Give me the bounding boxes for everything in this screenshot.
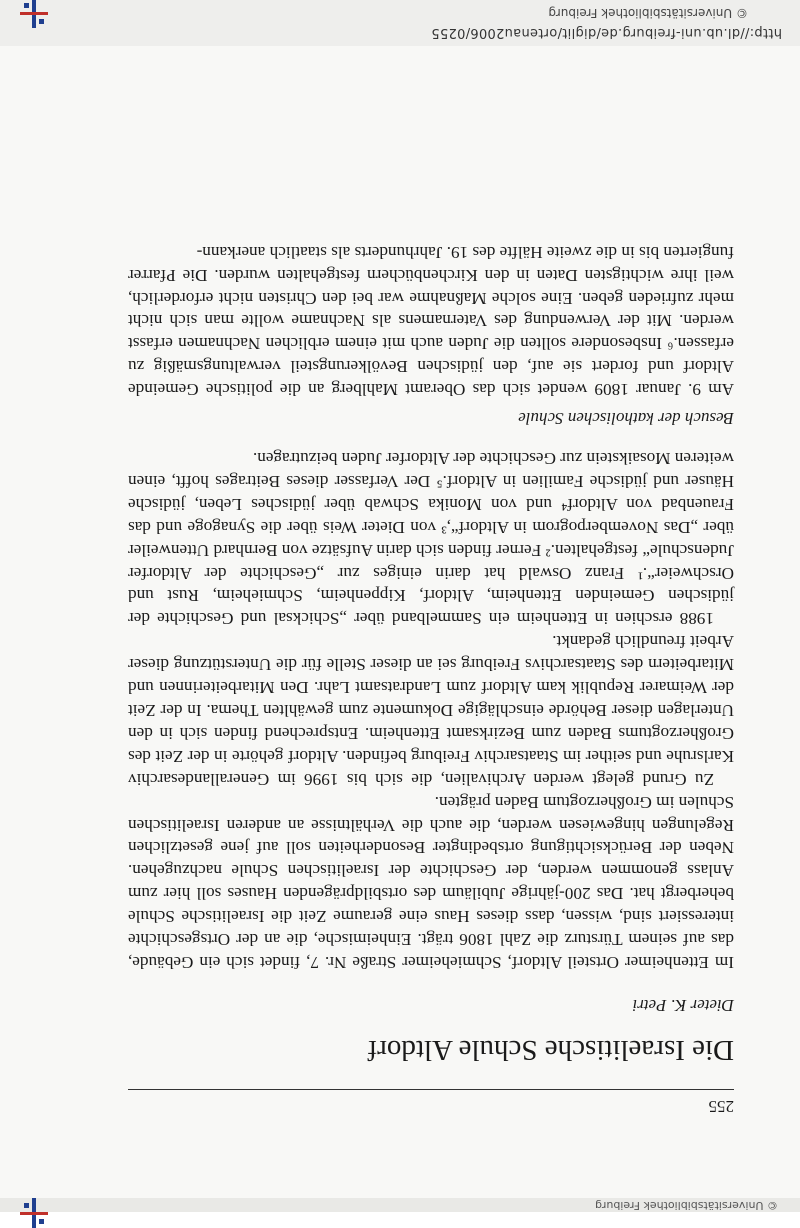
library-logo-icon (20, 0, 48, 28)
top-credit-text: © Universitätsbibliothek Freiburg (595, 1199, 778, 1212)
author-name: Dieter K. Petri (632, 996, 734, 1015)
top-credit-strip (0, 1198, 800, 1212)
section-subheading: Besuch der katholischen Schule (518, 409, 734, 429)
paragraph-school: Am 9. Januar 1809 wendet sich das Oberamt Mahlberg an die politische Gemeinde Altdorf und fordert sie auf, den jüdischen Bevölkerungsteil verwaltungsmäßig zu erfassen.⁶ Insbesondere sollten die Juden auch mit einem erblichen Nachnamen erfasst werden. Mit der Verwendung des Vaternamens als Nachname wollte man sich nicht mehr zufrieden geben. Eine solche Maßnahme war bei den Christen nicht erforderlich, weil ihre wichtigsten Daten in den Kirchenbüchern festgehalten wurden. Die Pfarrer fungierten bis in die zweite Hälfte des 19. Jahrhunderts als staatlich anerkann- (128, 242, 734, 400)
page-number: 255 (708, 1097, 734, 1116)
library-logo-icon (20, 1198, 48, 1228)
header-rule (128, 1089, 734, 1090)
paragraph-sources: Zu Grund gelegt werden Archivalien, die sich bis 1996 im Generallandesarchiv Karlsruhe und seither im Staatsarchiv Freiburg befinden. Altdorf gehörte in der Zeit des Großherzogtums Baden zum Bezirksamt Ettenheim. Entsprechend finden sich in den Unterlagen dieser Behörde einschlägige Dokumente zum gewählten Thema. In der Zeit der Weimarer Republik kam Altdorf zum Landratsamt Lahr. Den Mitarbeiterinnen und Mitarbeitern des Staatsarchivs Freiburg sei an dieser Stelle für die Unterstützung dieser Arbeit freundlich gedankt. (128, 632, 734, 789)
paragraph-intro: Im Ettenheimer Ortsteil Altdorf, Schmieheimer Straße Nr. 7, findet sich ein Gebäude, das auf seinem Türsturz die Zahl 1806 trägt. Einheimische, die an der Ortsgeschichte interessiert sind, wissen, dass dieses Haus eine geraume Zeit die Israelitische Schule beherbergt hat. Das 200-jährige Jubiläum des ortsbildprägenden Hauses soll hier zum Anlass genommen werden, der Geschichte der Israelitischen Schule nachzugehen. Neben der Berücksichtigung ortsbedingter Besonderheiten soll auf jene gesetzlichen Regelungen hingewiesen werden, die auch die Verhältnisse an anderen Israelitischen Schulen im Großherzogtum Baden prägten. (128, 792, 734, 972)
article-title: Die Israelitische Schule Altdorf (367, 1034, 734, 1066)
repository-footer (0, 0, 800, 46)
paragraph-literature: 1988 erschien in Ettenheim ein Sammelband über „Schicksal und Geschichte der jüdischen Gemeinden Ettenheim, Altdorf, Kippenheim, Schmieheim, Rust und Orschweier“.¹ Franz Oswald hat darin einiges zur „Geschichte der Altdorfer Judenschule“ festgehalten.² Ferner finden sich darin Aufsätze von Bernhard Uttenweiler über „Das Novemberpogrom in Altdorf“,³ von Dieter Weis über die Synagoge und das Frauenbad von Altdorf⁴ und von Monika Schwab über jüdisches Leben, jüdische Häuser und jüdische Familien in Altdorf.⁵ Der Verfasser dieses Beitrages hofft, einen weiteren Mosaikstein zur Geschichte der Altdorfer Juden beizutragen. (128, 449, 734, 629)
repository-credit: © Universitätsbibliothek Freiburg (548, 6, 748, 20)
document-page (128, 240, 734, 1116)
repository-link[interactable]: http://dl.ub.uni-freiburg.de/diglit/ortenau2006/0255 (431, 25, 782, 40)
